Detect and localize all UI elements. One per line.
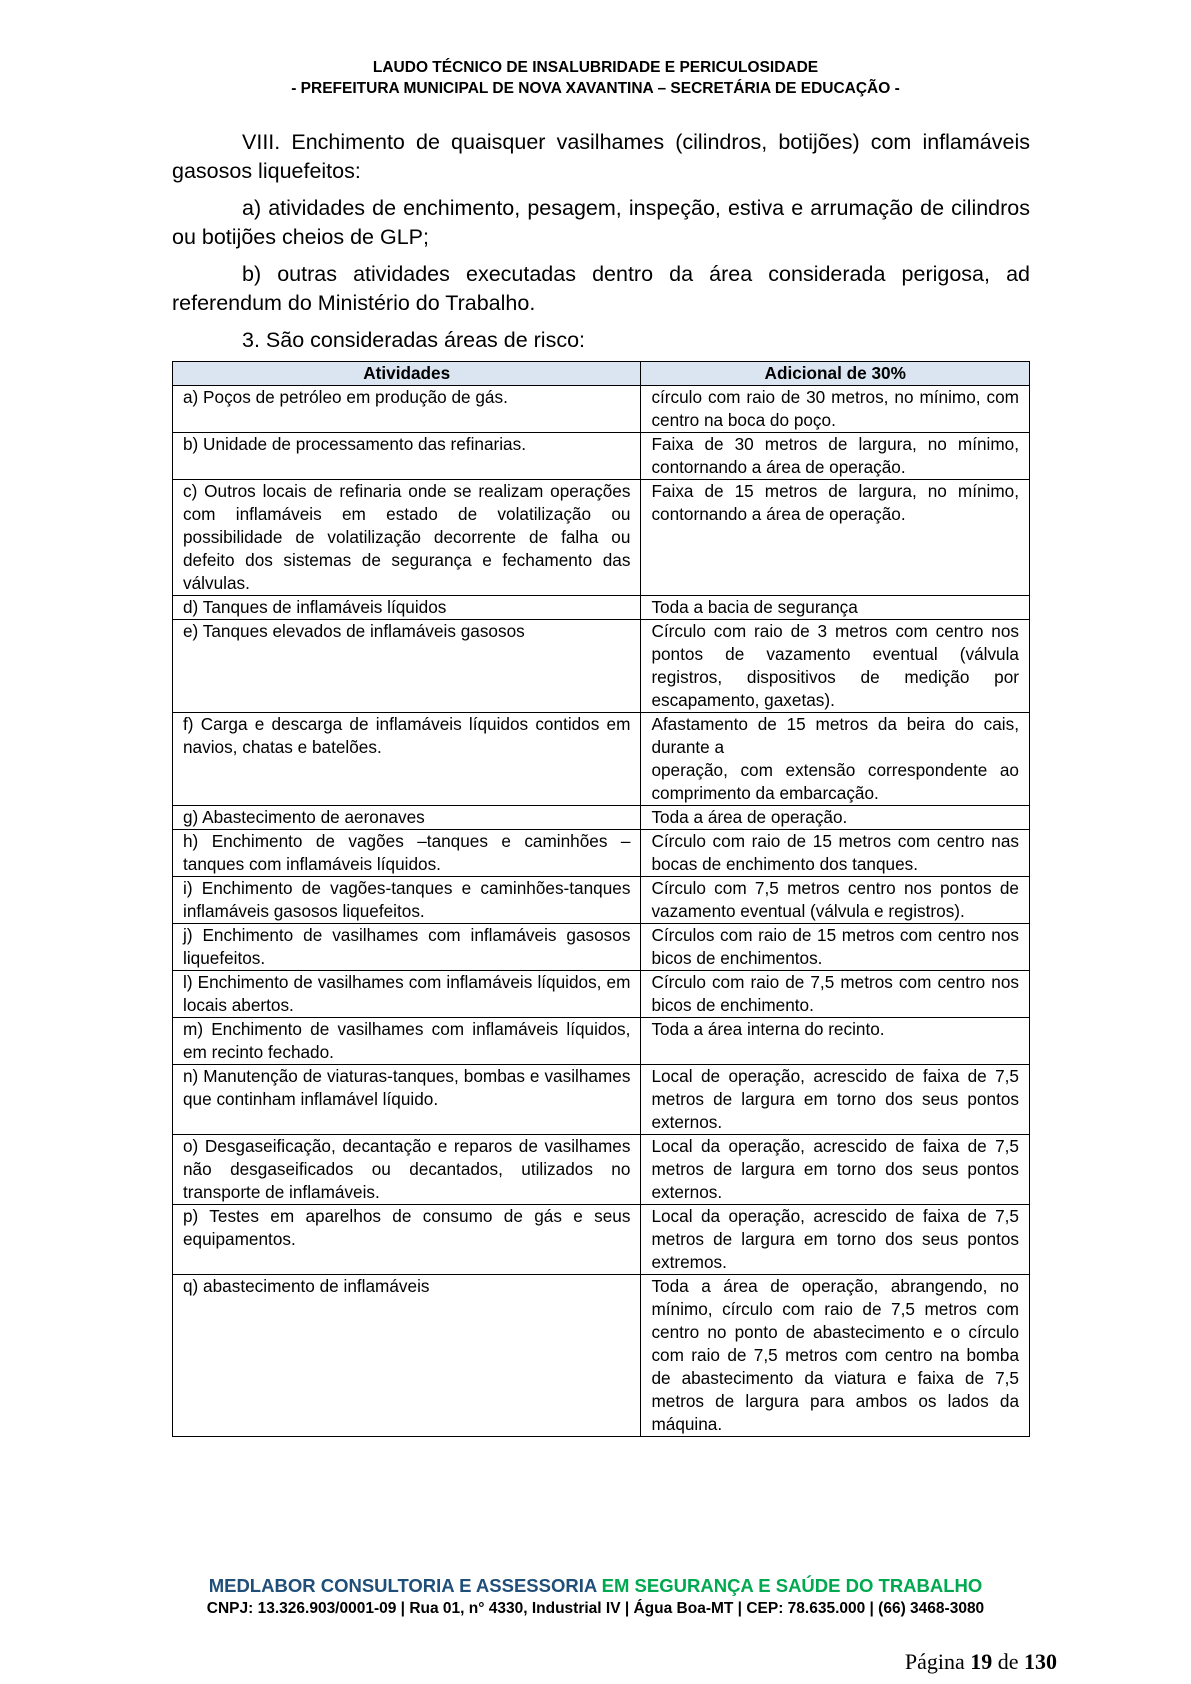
table-row — [173, 830, 1030, 877]
additional-cell: Local da operação, acrescido de faixa de 7,5 metros de largura em torno dos seus pontos externos. — [641, 1135, 1030, 1205]
column-header-additional: Adicional de 30% — [641, 362, 1030, 386]
table-row — [173, 596, 1030, 620]
activity-cell: g) Abastecimento de aeronaves — [173, 806, 641, 830]
additional-cell: Círculos com raio de 15 metros com centro nos bicos de enchimentos. — [641, 924, 1030, 971]
footer-company — [0, 1575, 1191, 1597]
column-header-activities: Atividades — [173, 362, 641, 386]
activity-cell: i) Enchimento de vagões-tanques e caminhões-tanques inflamáveis gasosos liquefeitos. — [173, 877, 641, 924]
document-body — [172, 128, 1030, 1437]
footer-company-name: MEDLABOR CONSULTORIA E ASSESSORIA — [208, 1575, 597, 1596]
activity-cell: a) Poços de petróleo em produção de gás. — [173, 386, 641, 433]
activity-cell: q) abastecimento de inflamáveis — [173, 1275, 641, 1437]
table-header-row — [173, 362, 1030, 386]
additional-cell: círculo com raio de 30 metros, no mínimo, com centro na boca do poço. — [641, 386, 1030, 433]
additional-cell: Faixa de 15 metros de largura, no mínimo, contornando a área de operação. — [641, 480, 1030, 596]
table-row — [173, 1065, 1030, 1135]
activity-cell: n) Manutenção de viaturas-tanques, bombas e vasilhames que continham inflamável líquido. — [173, 1065, 641, 1135]
additional-cell: Círculo com 7,5 metros centro nos pontos de vazamento eventual (válvula e registros). — [641, 877, 1030, 924]
activity-cell: m) Enchimento de vasilhames com inflamáveis líquidos, em recinto fechado. — [173, 1018, 641, 1065]
activity-cell: c) Outros locais de refinaria onde se realizam operações com inflamáveis em estado de volatilização ou possibilidade de volatilização decorrente de falha ou defeito dos sistemas de segurança e fechamento das válvulas. — [173, 480, 641, 596]
footer-contact: CNPJ: 13.326.903/0001-09 | Rua 01, n° 4330, Industrial IV | Água Boa-MT | CEP: 78.635.000 | (66) 3468-3080 — [206, 1600, 985, 1617]
table-row — [173, 480, 1030, 596]
paragraph-b: b) outras atividades executadas dentro da área considerada perigosa, ad referendum do Ministério do Trabalho. — [172, 262, 1030, 315]
additional-cell: Toda a área de operação, abrangendo, no mínimo, círculo com raio de 7,5 metros com centro no ponto de abastecimento e o círculo com raio de 7,5 metros com centro na bomba de abastecimento da viatura e faixa de 7,5 metros de largura para ambos os lados da máquina. — [641, 1275, 1030, 1437]
table-row — [173, 924, 1030, 971]
table-row — [173, 971, 1030, 1018]
table-row — [173, 433, 1030, 480]
additional-cell: Círculo com raio de 7,5 metros com centro nos bicos de enchimento. — [641, 971, 1030, 1018]
table-row — [173, 806, 1030, 830]
header-title: LAUDO TÉCNICO DE INSALUBRIDADE E PERICULOSIDADE — [372, 59, 819, 76]
page-number: Página 19 de 130 — [904, 1649, 1057, 1674]
risk-areas-table — [172, 361, 1030, 1437]
header-subtitle: - PREFEITURA MUNICIPAL DE NOVA XAVANTINA – SECRETÁRIA DE EDUCAÇÃO - — [291, 80, 900, 97]
additional-cell: Faixa de 30 metros de largura, no mínimo, contornando a área de operação. — [641, 433, 1030, 480]
activity-cell: b) Unidade de processamento das refinarias. — [173, 433, 641, 480]
additional-cell: Local de operação, acrescido de faixa de 7,5 metros de largura em torno dos seus pontos externos. — [641, 1065, 1030, 1135]
table-row — [173, 386, 1030, 433]
additional-cell: Toda a bacia de segurança — [641, 596, 1030, 620]
table-row — [173, 877, 1030, 924]
activity-cell: d) Tanques de inflamáveis líquidos — [173, 596, 641, 620]
table-row — [173, 713, 1030, 806]
additional-cell: Afastamento de 15 metros da beira do cais, durante a operação, com extensão correspondente ao comprimento da embarcação. — [641, 713, 1030, 806]
activity-cell: h) Enchimento de vagões –tanques e caminhões –tanques com inflamáveis líquidos. — [173, 830, 641, 877]
activity-cell: f) Carga e descarga de inflamáveis líquidos contidos em navios, chatas e batelões. — [173, 713, 641, 806]
activity-cell: l) Enchimento de vasilhames com inflamáveis líquidos, em locais abertos. — [173, 971, 641, 1018]
activity-cell: o) Desgaseificação, decantação e reparos de vasilhames não desgaseificados ou decantados, utilizados no transporte de inflamáveis. — [173, 1135, 641, 1205]
table-row — [173, 1135, 1030, 1205]
table-row — [173, 1205, 1030, 1275]
table-row — [173, 1275, 1030, 1437]
table-row — [173, 620, 1030, 713]
additional-cell: Círculo com raio de 3 metros com centro nos pontos de vazamento eventual (válvula registros, dispositivos de medição por escapamento, gaxetas). — [641, 620, 1030, 713]
footer-company-tagline: EM SEGURANÇA E SAÚDE DO TRABALHO — [601, 1575, 983, 1596]
section-heading: 3. São consideradas áreas de risco: — [242, 328, 586, 352]
paragraph-a: a) atividades de enchimento, pesagem, inspeção, estiva e arrumação de cilindros ou botijões cheios de GLP; — [172, 196, 1030, 249]
activity-cell: e) Tanques elevados de inflamáveis gasosos — [173, 620, 641, 713]
additional-cell: Círculo com raio de 15 metros com centro nas bocas de enchimento dos tanques. — [641, 830, 1030, 877]
paragraph-viii: VIII. Enchimento de quaisquer vasilhames (cilindros, botijões) com inflamáveis gasosos liquefeitos: — [172, 130, 1030, 183]
additional-cell: Toda a área de operação. — [641, 806, 1030, 830]
activity-cell: j) Enchimento de vasilhames com inflamáveis gasosos liquefeitos. — [173, 924, 641, 971]
table-body — [173, 386, 1030, 1437]
additional-cell: Toda a área interna do recinto. — [641, 1018, 1030, 1065]
additional-cell: Local da operação, acrescido de faixa de 7,5 metros de largura em torno dos seus pontos extremos. — [641, 1205, 1030, 1275]
table-row — [173, 1018, 1030, 1065]
document-header — [0, 57, 1191, 99]
activity-cell: p) Testes em aparelhos de consumo de gás e seus equipamentos. — [173, 1205, 641, 1275]
